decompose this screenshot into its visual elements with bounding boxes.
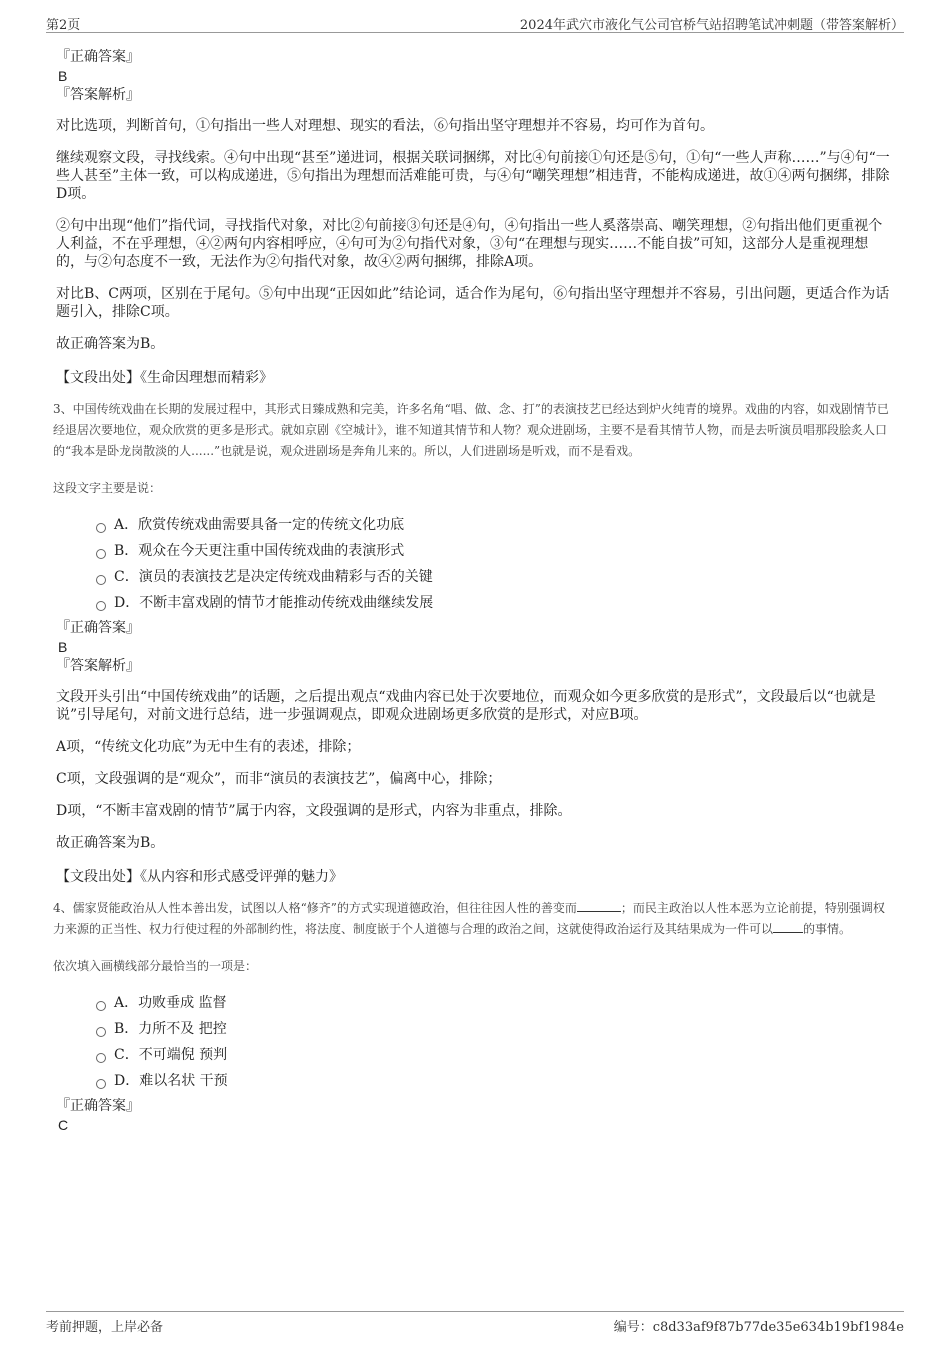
option-a[interactable]: A．功败垂成 监督 bbox=[96, 990, 896, 1016]
analysis-paragraph: 文段开头引出“中国传统戏曲”的话题，之后提出观点“戏曲内容已处于次要地位，而观众如今更多欣赏的是形式”，文段最后以“也就是说”引导尾句，对前文进行总结，进一步强调观点，即观众进剧场更多欣赏的是形式，对应B项。 bbox=[56, 689, 876, 723]
radio-icon[interactable] bbox=[96, 1079, 106, 1089]
correct-answer-label: 『正确答案』 bbox=[56, 1098, 140, 1114]
document-title: 2024年武穴市液化气公司官桥气站招聘笔试冲刺题（带答案解析） bbox=[519, 18, 904, 33]
footer-slogan: 考前押题，上岸必备 bbox=[46, 1320, 164, 1335]
fill-blank-2 bbox=[773, 920, 803, 933]
option-d[interactable]: D．难以名状 干预 bbox=[96, 1068, 896, 1094]
radio-icon[interactable] bbox=[96, 549, 106, 559]
correct-answer-value: B bbox=[58, 68, 68, 84]
analysis-paragraph: 对比B、C两项，区别在于尾句。⑤句中出现“正因如此”结论词，适合作为尾句，⑥句指出坚守理想并不容易，引出问题，更适合作为话题引入，排除C项。 bbox=[56, 286, 890, 320]
option-list bbox=[96, 512, 896, 616]
document-id: 编号：c8d33af9f87b77de35e634b19bf1984e bbox=[613, 1320, 904, 1335]
source-citation: 【文段出处】《生命因理想而精彩》 bbox=[56, 370, 273, 386]
radio-icon[interactable] bbox=[96, 1053, 106, 1063]
analysis-conclusion: 故正确答案为B。 bbox=[56, 336, 165, 352]
radio-icon[interactable] bbox=[96, 1001, 106, 1011]
analysis-label: 『答案解析』 bbox=[56, 658, 140, 674]
analysis-label: 『答案解析』 bbox=[56, 87, 140, 103]
source-citation: 【文段出处】《从内容和形式感受评弹的魅力》 bbox=[56, 869, 343, 885]
correct-answer-value: C bbox=[58, 1117, 69, 1133]
analysis-paragraph: 对比选项，判断首句，①句指出一些人对理想、现实的看法，⑥句指出坚守理想并不容易，均可作为首句。 bbox=[56, 118, 714, 134]
radio-icon[interactable] bbox=[96, 1027, 106, 1037]
analysis-paragraph: D项，“不断丰富戏剧的情节”属于内容，文段强调的是形式，内容为非重点，排除。 bbox=[56, 803, 572, 819]
analysis-conclusion: 故正确答案为B。 bbox=[56, 835, 165, 851]
radio-icon[interactable] bbox=[96, 575, 106, 585]
radio-icon[interactable] bbox=[96, 523, 106, 533]
question-stem: 4、儒家贤能政治从人性本善出发，试图以人格“修齐”的方式实现道德政治，但往往因人性的善变而 ；而民主政治以人性本恶为立论前提，特别强调权力来源的正当性、权力行使过程的外部制约性，将法度、制度嵌于个人道德与合理的政治之间，这就使得政治运行及其结果成为一件可以 的事情。 bbox=[53, 901, 885, 936]
option-c[interactable]: C．演员的表演技艺是决定传统戏曲精彩与否的关键 bbox=[96, 564, 896, 590]
correct-answer-label: 『正确答案』 bbox=[56, 49, 140, 65]
analysis-paragraph: A项，“传统文化功底”为无中生有的表述，排除； bbox=[56, 739, 361, 755]
question-prompt: 这段文字主要是说： bbox=[53, 481, 162, 495]
option-a[interactable]: A．欣赏传统戏曲需要具备一定的传统文化功底 bbox=[96, 512, 896, 538]
option-d[interactable]: D．不断丰富戏剧的情节才能推动传统戏曲继续发展 bbox=[96, 590, 896, 616]
option-list bbox=[96, 990, 896, 1094]
analysis-paragraph: C项，文段强调的是“观众”，而非“演员的表演技艺”，偏离中心，排除； bbox=[56, 771, 502, 787]
page-footer bbox=[46, 1311, 904, 1336]
radio-icon[interactable] bbox=[96, 601, 106, 611]
option-c[interactable]: C．不可端倪 预判 bbox=[96, 1042, 896, 1068]
correct-answer-label: 『正确答案』 bbox=[56, 620, 140, 636]
question-stem: 3、中国传统戏曲在长期的发展过程中，其形式日臻成熟和完美，许多名角“唱、做、念、打”的表演技艺已经达到炉火纯青的境界。戏曲的内容，如戏剧情节已经退居次要地位，观众欣赏的更多是形式。就如京剧《空城计》，谁不知道其情节和人物？观众进剧场，主要不是看其情节人物，而是去听演员唱那段脍炙人口的“我本是卧龙岗散淡的人......”也就是说，观众进剧场是奔角儿来的。所以，人们进剧场是听戏，而不是看戏。 bbox=[53, 402, 889, 458]
option-b[interactable]: B．力所不及 把控 bbox=[96, 1016, 896, 1042]
option-b[interactable]: B．观众在今天更注重中国传统戏曲的表演形式 bbox=[96, 538, 896, 564]
page-content bbox=[53, 47, 896, 1134]
page-header bbox=[46, 12, 904, 33]
correct-answer-value: B bbox=[58, 639, 68, 655]
analysis-paragraph: ②句中出现“他们”指代词，寻找指代对象，对比②句前接③句还是④句，④句指出一些人奚落崇高、嘲笑理想，②句指出他们更重视个人利益，不在乎理想，④②两句内容相呼应，④句可为②句指代对象，③句“在理想与现实……不能自拔”可知，这部分人是重视理想的，与②句态度不一致，无法作为②句指代对象，故④②两句捆绑，排除A项。 bbox=[56, 218, 883, 270]
fill-blank-1 bbox=[577, 899, 621, 912]
analysis-paragraph: 继续观察文段，寻找线索。④句中出现“甚至”递进词，根据关联词捆绑，对比④句前接①句还是⑤句，①句“一些人声称……”与④句“一些人甚至”主体一致，可以构成递进，⑤句指出为理想而活难能可贵，与④句“嘲笑理想”相违背，不能构成递进，故①④两句捆绑，排除D项。 bbox=[56, 150, 890, 202]
question-prompt: 依次填入画横线部分最恰当的一项是： bbox=[53, 959, 258, 973]
page-number: 第2页 bbox=[46, 18, 81, 33]
